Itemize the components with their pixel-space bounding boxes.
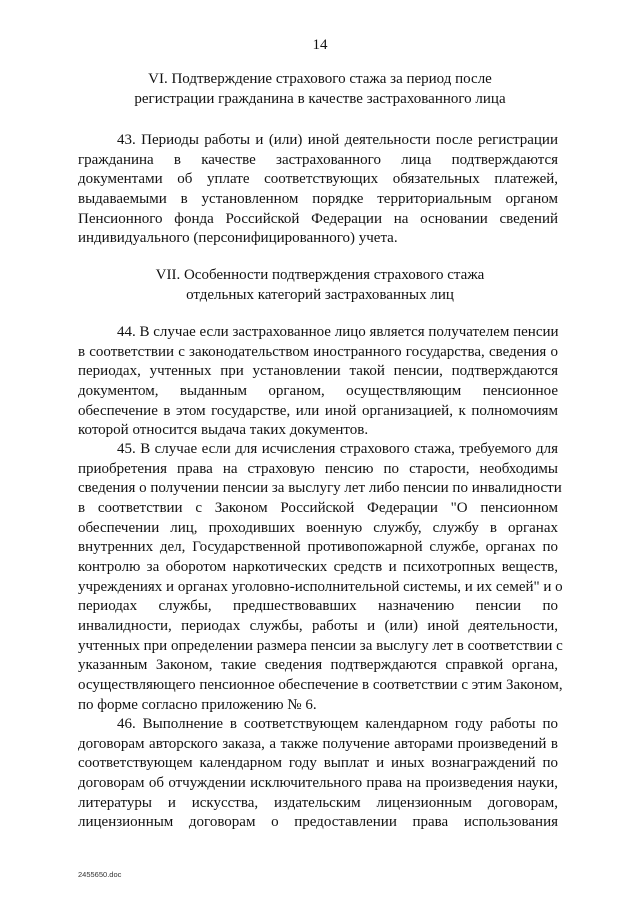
paragraph-44 bbox=[78, 323, 558, 441]
paragraph-46 bbox=[78, 715, 558, 833]
text-line: соответствующем календарном году выплат и иных вознаграждений по bbox=[78, 755, 558, 772]
section-6-heading bbox=[0, 69, 640, 109]
text-line: договорам авторского заказа, а также получение авторами произведений в bbox=[78, 735, 558, 752]
text-line: 46. Выполнение в соответствующем календарном году работы по bbox=[117, 716, 558, 732]
text-line: индивидуального (персонифицированного) учета. bbox=[78, 230, 398, 247]
text-line: лицензионным договорам о предоставлении права использования bbox=[78, 814, 558, 831]
text-line: обеспечении лиц, проходивших военную службу, службу в органах bbox=[78, 519, 558, 536]
text-line: документом, выданным органом, осуществляющим пенсионное bbox=[78, 382, 558, 399]
text-line: в соответствии с законодательством иностранного государства, сведения о bbox=[78, 343, 558, 360]
text-line: контролю за оборотом наркотических средств и психотропных веществ, bbox=[78, 558, 558, 575]
text-line: в соответствии с Законом Российской Федерации "О пенсионном bbox=[78, 499, 558, 516]
section-7-heading bbox=[0, 265, 640, 305]
text-line: учтенных при определении размера пенсии за выслугу лет в соответствии с bbox=[78, 637, 563, 654]
heading-line: регистрации гражданина в качестве застрахованного лица bbox=[134, 91, 506, 107]
text-line: 45. В случае если для исчисления страхового стажа, требуемого для bbox=[117, 441, 558, 457]
heading-line: отдельных категорий застрахованных лиц bbox=[186, 287, 454, 303]
text-line: осуществляющего пенсионное обеспечение в соответствии с этим Законом, bbox=[78, 676, 563, 693]
text-line: договорам об отчуждении исключительного права на произведения науки, bbox=[78, 774, 558, 791]
text-line: Пенсионного фонда Российской Федерации на основании сведений bbox=[78, 210, 558, 227]
text-line: 44. В случае если застрахованное лицо является получателем пенсии bbox=[117, 324, 559, 340]
text-line: гражданина в качестве застрахованного лица подтверждаются bbox=[78, 151, 558, 168]
text-line: обеспечение в этом государстве, или иной организацией, к полномочиям bbox=[78, 402, 558, 419]
heading-line: VI. Подтверждение страхового стажа за период после bbox=[148, 71, 492, 87]
text-line: указанным Законом, такие сведения подтверждаются справкой органа, bbox=[78, 657, 558, 674]
text-line: сведения о получении пенсии за выслугу лет либо пенсии по инвалидности bbox=[78, 480, 562, 497]
heading-line: VII. Особенности подтверждения страхового стажа bbox=[155, 267, 485, 283]
text-line: по форме согласно приложению № 6. bbox=[78, 696, 317, 713]
text-line: приобретения права на страховую пенсию по старости, необходимы bbox=[78, 460, 558, 477]
text-line: периодах, учтенных при установлении такой пенсии, подтверждаются bbox=[78, 363, 558, 380]
page-number: 14 bbox=[312, 37, 328, 53]
text-line: инвалидности, периодах службы, работы и (или) иной деятельности, bbox=[78, 617, 558, 634]
text-line: документами об уплате соответствующих обязательных платежей, bbox=[78, 171, 558, 188]
text-line: литературы и искусства, издательским лицензионным договорам, bbox=[78, 794, 558, 811]
footer-filename: 2455650.doc bbox=[78, 870, 122, 879]
text-line: внутренних дел, Государственной противопожарной службе, органах по bbox=[78, 539, 558, 556]
text-line: выдаваемыми в установленном порядке территориальным органом bbox=[78, 190, 558, 207]
text-line: которой относится выдача таких документов. bbox=[78, 422, 369, 439]
text-line: 43. Периоды работы и (или) иной деятельности после регистрации bbox=[117, 132, 558, 148]
text-line: периодах службы, предшествовавших назначению пенсии по bbox=[78, 598, 558, 615]
paragraph-45 bbox=[78, 440, 563, 715]
paragraph-43 bbox=[78, 131, 558, 249]
text-line: учреждениях и органах уголовно-исполнительной системы, и их семей" и о bbox=[78, 578, 563, 595]
